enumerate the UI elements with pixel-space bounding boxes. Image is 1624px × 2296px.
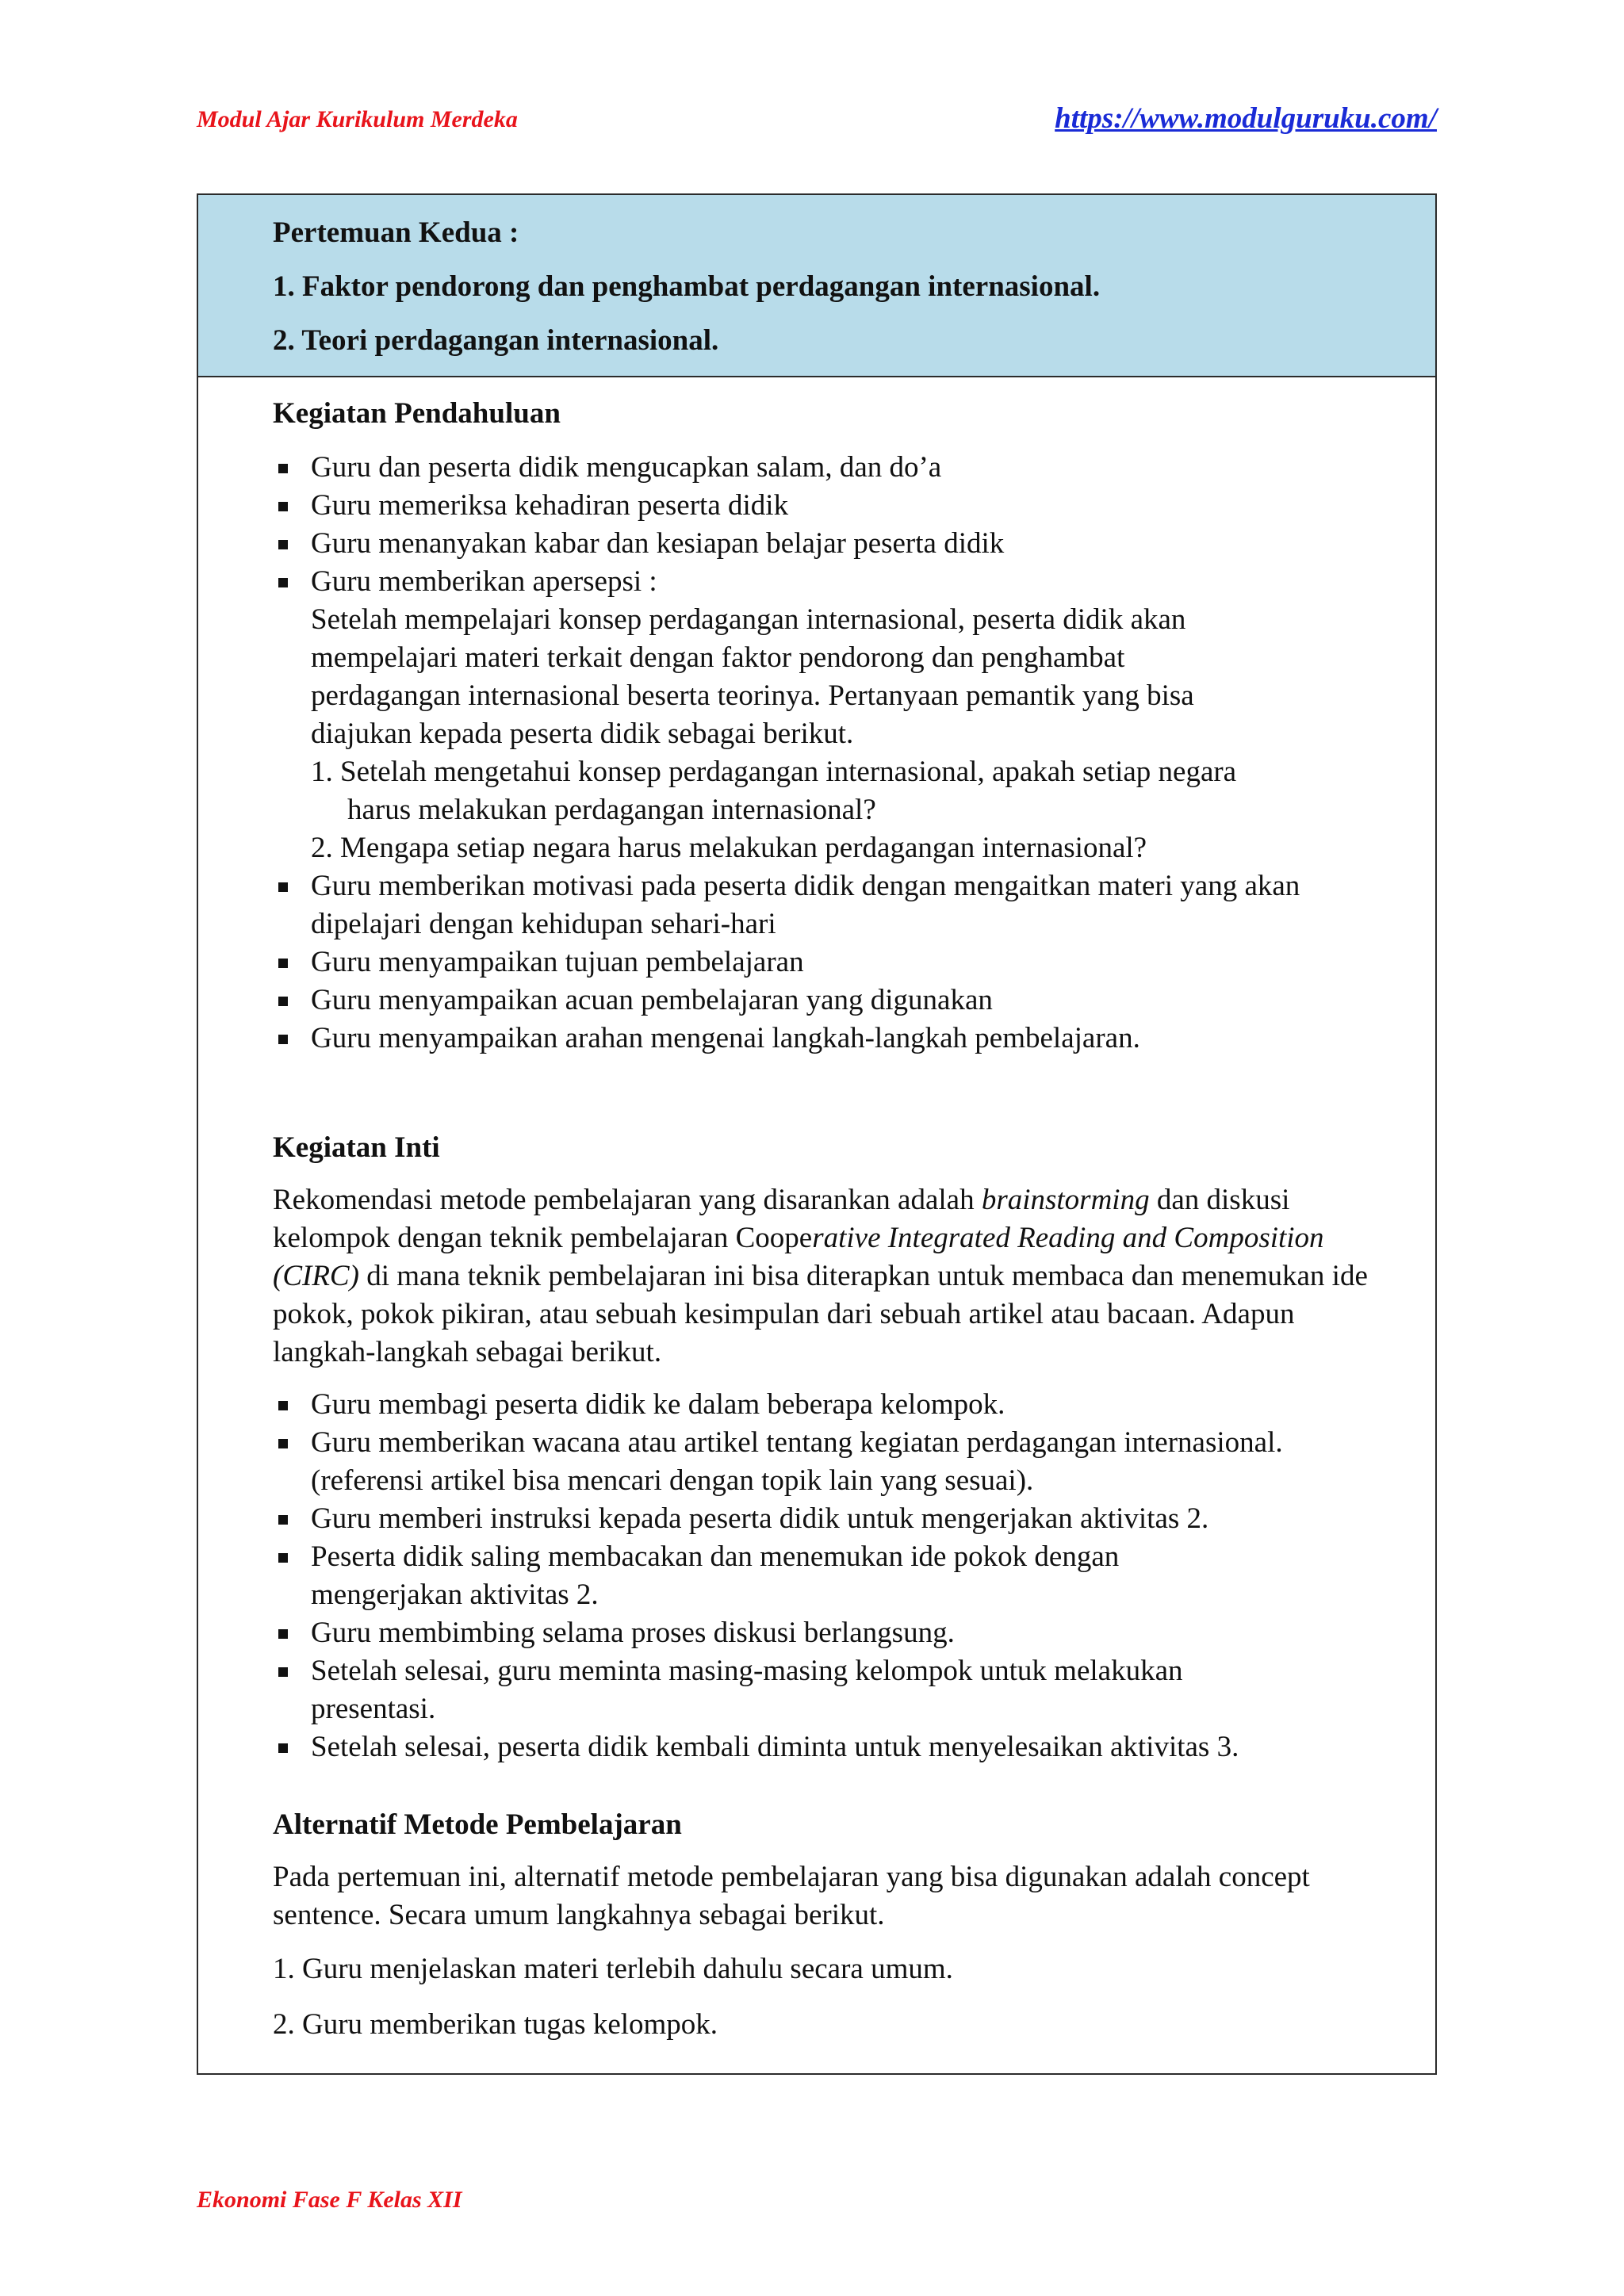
list-item [273, 1652, 1327, 1728]
inti-text-1: Rekomendasi metode pembelajaran yang disarankan adalah [273, 1184, 982, 1216]
meeting-topic-2: 2. Teori perdagangan internasional. [273, 324, 719, 357]
alternatif-paragraph: Pada pertemuan ini, alternatif metode pembelajaran yang bisa digunakan adalah concept sentence. Secara umum langkahnya sebagai berikut. [273, 1861, 1310, 1931]
list-item-text: Guru dan peserta didik mengucapkan salam, dan do’a [311, 451, 942, 484]
list-item [273, 1538, 1327, 1614]
alternatif-step-1: 1. Guru menjelaskan materi terlebih dahulu secara umum. [273, 1953, 953, 1985]
alternatif-step-2: 2. Guru memberikan tugas kelompok. [273, 2008, 718, 2041]
footer-text: Ekonomi Fase F Kelas XII [197, 2187, 462, 2213]
list-item-text: Guru membimbing selama proses diskusi berlangsung. [311, 1617, 955, 1649]
list-item-text: Setelah selesai, guru meminta masing-masing kelompok untuk melakukan presentasi. [311, 1655, 1183, 1725]
list-item-text: Guru memberi instruksi kepada peserta didik untuk mengerjakan aktivitas 2. [311, 1502, 1209, 1535]
list-item-text: Guru menyampaikan acuan pembelajaran yang digunakan [311, 984, 993, 1016]
list-item [273, 525, 1415, 563]
header-link[interactable]: https://www.modulguruku.com/ [1055, 102, 1437, 135]
inti-text-5: di mana teknik pembelajaran ini bisa diterapkan untuk membaca dan menemukan ide pokok, pokok pikiran, atau sebuah kesimpulan dari sebuah artikel atau bacaan. Adapun langkah-langkah sebagai berikut. [273, 1260, 1368, 1368]
section-title-inti: Kegiatan Inti [273, 1131, 440, 1164]
list-item [273, 867, 1415, 943]
list-item-text: Guru membagi peserta didik ke dalam beberapa kelompok. [311, 1388, 1005, 1421]
list-item [273, 982, 1415, 1020]
list-item-text: Guru memeriksa kehadiran peserta didik [311, 489, 789, 522]
list-item [273, 1020, 1415, 1058]
question-1: 1. Setelah mengetahui konsep perdagangan internasional, apakah setiap negara harus melakukan perdagangan internasional? [311, 756, 1237, 826]
meeting-topic-1: 1. Faktor pendorong dan penghambat perdagangan internasional. [273, 270, 1101, 303]
list-item-text: Guru menyampaikan tujuan pembelajaran [311, 946, 804, 978]
header-title: Modul Ajar Kurikulum Merdeka [197, 106, 518, 132]
pendahuluan-list [273, 449, 1415, 1058]
list-item [273, 487, 1415, 525]
list-item [273, 1386, 1327, 1424]
list-item [273, 943, 1415, 982]
list-item-text: Guru menanyakan kabar dan kesiapan belajar peserta didik [311, 527, 1005, 560]
list-item-text: Guru memberikan wacana atau artikel tentang kegiatan perdagangan internasional. (referensi artikel bisa mencari dengan topik lain yang sesuai). [311, 1426, 1283, 1497]
inti-list [273, 1386, 1327, 1766]
list-item [273, 449, 1415, 487]
apersepsi-text: Setelah mempelajari konsep perdagangan internasional, peserta didik akan mempelajari materi terkait dengan faktor pendorong dan penghambat perdagangan internasional beserta teorinya. Pertanyaan pemantik yang bisa diajukan kepada peserta didik sebagai berikut. [311, 603, 1194, 750]
list-item-text: Guru memberikan motivasi pada peserta didik dengan mengaitkan materi yang akan dipelajari dengan kehidupan sehari-hari [311, 870, 1300, 940]
question-2: 2. Mengapa setiap negara harus melakukan perdagangan internasional? [311, 832, 1147, 864]
list-item-text: Guru menyampaikan arahan mengenai langkah-langkah pembelajaran. [311, 1022, 1140, 1054]
inti-text-3: dan diskusi kelompok dengan teknik pembelajaran Coope [273, 1184, 1290, 1254]
meeting-header [198, 195, 1435, 377]
content-box [197, 193, 1437, 2075]
section-title-alternatif: Alternatif Metode Pembelajaran [273, 1808, 682, 1841]
inti-paragraph [273, 1181, 1383, 1372]
list-item [273, 1728, 1327, 1766]
list-item-text: Guru memberikan apersepsi : [311, 565, 657, 598]
list-item [273, 1424, 1327, 1500]
list-item-text: Peserta didik saling membacakan dan menemukan ide pokok dengan mengerjakan aktivitas 2. [311, 1540, 1120, 1611]
list-item [273, 563, 1415, 867]
list-item [273, 1500, 1327, 1538]
meeting-body [198, 395, 1435, 2044]
meeting-title: Pertemuan Kedua : [273, 216, 519, 249]
section-title-pendahuluan: Kegiatan Pendahuluan [273, 397, 561, 430]
inti-text-2: brainstorming [981, 1184, 1150, 1216]
list-item [273, 1614, 1327, 1652]
inti-text-4: rative Integrated Reading and Composition (CIRC) [273, 1222, 1324, 1292]
list-item-text: Setelah selesai, peserta didik kembali diminta untuk menyelesaikan aktivitas 3. [311, 1731, 1239, 1763]
